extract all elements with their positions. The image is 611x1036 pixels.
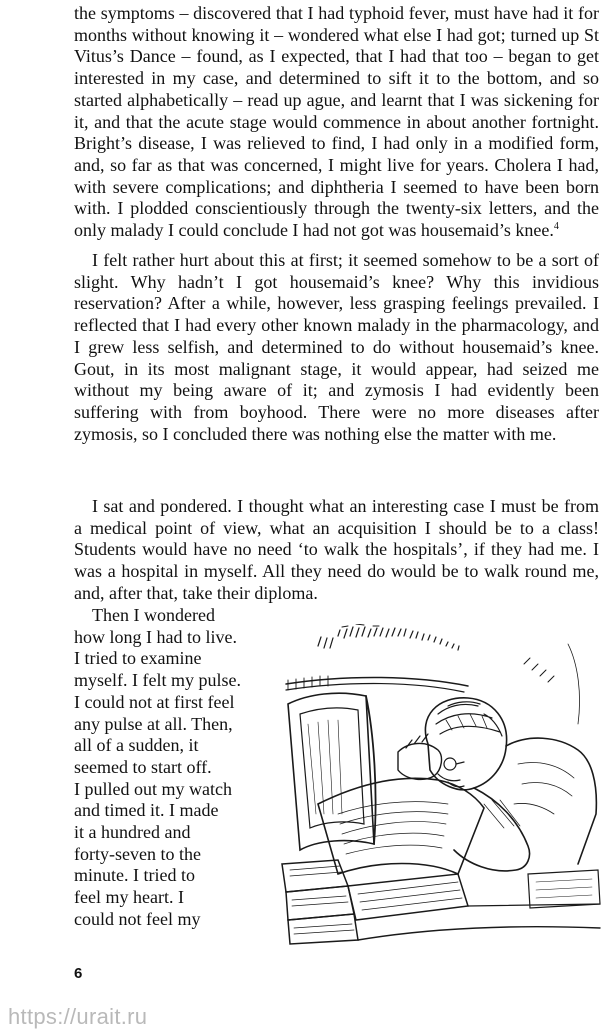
column-line: minute. I tried to <box>74 865 195 886</box>
column-line: feel my heart. I <box>74 887 184 908</box>
column-line: I pulled out my watch <box>74 778 232 799</box>
column-line: myself. I felt my pulse. <box>74 670 241 691</box>
man-reading-books-illustration <box>278 624 603 950</box>
column-line: I tried to examine <box>74 648 202 669</box>
paragraph-3-text: I sat and pondered. I thought what an interesting case I must be from a medical point of view, what an acquisition I should be to a class! Students would have no need ‘to walk the hospitals’, if they had me. I was a hospital in myself. All they need do would be to walk round me, and, after that, take their diploma. <box>74 496 599 603</box>
paragraph-2 <box>74 250 599 445</box>
column-line: all of a sudden, it <box>74 735 199 756</box>
column-line: seemed to start off. <box>74 756 212 777</box>
column-line: any pulse at all. Then, <box>74 713 233 734</box>
column-line: and timed it. I made <box>74 800 219 821</box>
column-line: Then I wondered <box>92 605 215 625</box>
watermark-url: https://urait.ru <box>8 1004 148 1029</box>
paragraph-2-text: I felt rather hurt about this at first; it seemed somehow to be a sort of slight. Why hadn’t I got housemaid’s knee? Why this invidious reservation? After a while, however, less grasping feelings prevailed. I reflected that I had every other known malady in the pharmacology, and I grew less selfish, and determined to do without housemaid’s knee. Gout, in its most malignant stage, it would appear, had seized me without my being aware of it; and zymosis I had evidently been suffering with from boyhood. There were no more diseases after zymosis, so I concluded there was nothing else the matter with me. <box>74 250 599 444</box>
column-line: I could not at first feel <box>74 691 235 712</box>
narrow-column-text <box>74 605 264 931</box>
column-line: how long I had to live. <box>74 626 237 647</box>
column-line: it a hundred and <box>74 822 191 843</box>
column-line: forty-seven to the <box>74 843 201 864</box>
page-number: 6 <box>74 965 83 982</box>
paragraph-1 <box>74 3 599 242</box>
paragraph-3 <box>74 496 599 605</box>
paragraph-1-text: the symptoms – discovered that I had typhoid fever, must have had it for months without knowing it – wondered what else I had got; turned up St Vitus’s Dance – found, as I expected, that I had that too – began to get interested in my case, and determined to sift it to the bottom, and so started alphabetically – read up ague, and learnt that I was sickening for it, and that the acute stage would commence in about another fortnight. Bright’s disease, I was relieved to find, I had only in a modified form, and, so far as that was concerned, I might live for years. Cholera I had, with severe complications; and diphtheria I seemed to have been born with. I plodded conscientiously through the twenty-six letters, and the only malady I could conclude I had not got was housemaid’s knee. <box>74 3 599 241</box>
footnote-ref[interactable]: 4 <box>553 221 559 233</box>
column-line: could not feel my <box>74 908 201 929</box>
